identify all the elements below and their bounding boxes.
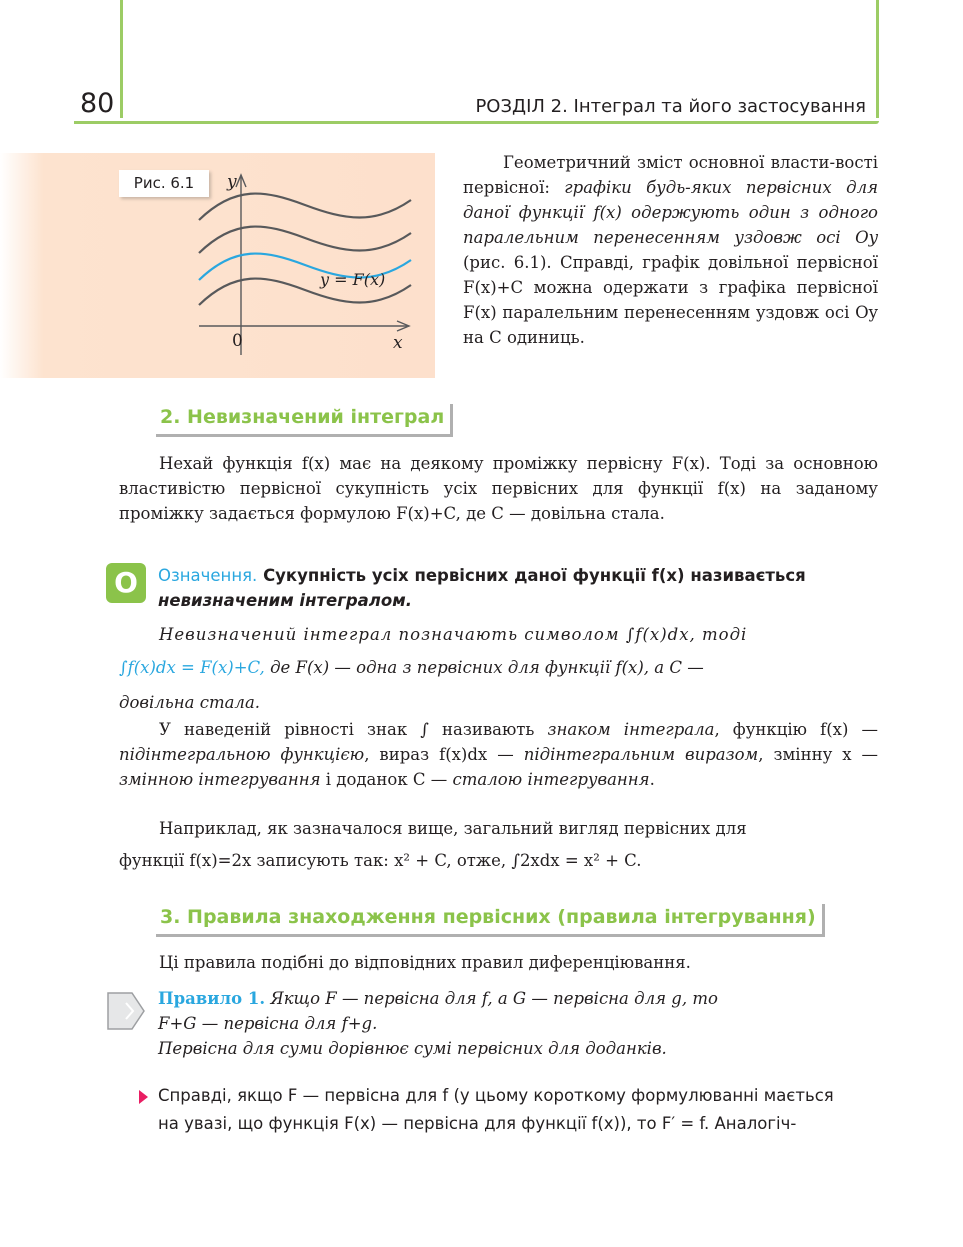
curve-label: y = F(x)	[320, 270, 386, 289]
intro-text-a: Геометричний зміст основної власти-вості первісної:	[463, 153, 878, 197]
terms-k: .	[649, 770, 655, 789]
definition-icon	[106, 563, 146, 603]
proof-line-2: на увазі, що функція F(x) — первісна для функції f(x)), то F′ = f. Аналогіч-	[158, 1114, 797, 1133]
rule-1-title: Правило 1.	[158, 989, 266, 1008]
definition-icon-letter: О	[114, 566, 138, 599]
intro-paragraph	[463, 150, 878, 350]
figure-graph	[185, 165, 425, 365]
terms-a: У наведеній рівності знак ∫ називають	[159, 720, 535, 739]
frame-left-line	[120, 0, 123, 118]
terms-g: , змінну x —	[758, 745, 879, 764]
example-line-1: Наприклад, як зазначалося вище, загальний вигляд первісних для	[159, 819, 747, 838]
rule-1-condition: Якщо F — первісна для f, а G — первісна для g, то	[270, 989, 718, 1008]
notation-line-2	[119, 655, 878, 680]
frame-bottom-line	[74, 121, 879, 124]
page-number: 80	[80, 88, 115, 119]
section-3-paragraph: Ці правила подібні до відповідних правил диференціювання.	[159, 953, 691, 972]
rule-1-text	[158, 986, 878, 1061]
integral-formula: ∫f(x)dx = F(x)+C,	[119, 658, 265, 677]
terms-i: і доданок C —	[325, 770, 448, 789]
notation-line-3: довільна стала.	[119, 693, 261, 712]
term-integral-sign: знаком інтеграла	[547, 720, 715, 739]
terms-paragraph	[119, 717, 878, 792]
frame-right-line	[876, 0, 879, 118]
x-axis-label: x	[393, 333, 403, 353]
proof-line-1: Справді, якщо F — первісна для f (у цьому короткому формулюванні мається	[158, 1086, 834, 1105]
notation-line-1: Невизначений інтеграл позначають символом ∫f(x)dx, тоді	[159, 625, 748, 644]
term-variable: змінною інтегрування	[119, 770, 321, 789]
definition-body: Сукупність усіх первісних даної функції f(x) називається	[263, 566, 806, 585]
term-integrand-expression: підінтегральним виразом	[523, 745, 759, 764]
term-constant: сталою інтегрування	[452, 770, 650, 789]
proof-marker-icon	[139, 1090, 148, 1104]
example-line-2: функції f(x)=2x записують так: x² + C, отже, ∫2xdx = x² + C.	[119, 851, 642, 870]
section-3-heading: 3. Правила знаходження первісних (правила інтегрування)	[156, 904, 825, 937]
definition-term: невизначеним інтегралом.	[158, 591, 412, 610]
terms-c: , функцію f(x) —	[714, 720, 878, 739]
notation-line-2-rest: де F(x) — одна з первісних для функції f(x), а C —	[270, 658, 704, 677]
definition-label: Означення.	[158, 566, 258, 585]
section-2-paragraph: Нехай функція f(x) має на деякому проміжку первісну F(x). Тоді за основною властивістю первісної сукупність усіх первісних для функції f(x) на заданому проміжку задається формулою F(x)+C, де C — довільна стала.	[119, 454, 878, 523]
intro-text-italic: графіки будь-яких первісних для даної функції f(x) одержують один з одного паралельним перенесенням уздовж осі Oy	[463, 178, 878, 247]
definition-text	[158, 563, 878, 613]
rule-1-line-3: Первісна для суми дорівнює сумі первісних для доданків.	[158, 1039, 667, 1058]
antiderivative-curve-2	[199, 227, 411, 253]
intro-text-rest: (рис. 6.1). Справді, графік довільної первісної F(x)+C можна одержати з графіка первісної F(x) паралельним перенесенням уздовж осі Oy на C одиниць.	[463, 253, 878, 347]
origin-label: 0	[232, 331, 243, 351]
terms-e: , вираз f(x)dx —	[364, 745, 514, 764]
rule-icon	[106, 991, 146, 1031]
proof-text	[158, 1082, 878, 1138]
antiderivative-curve-1	[199, 194, 411, 220]
running-title: РОЗДІЛ 2. Інтеграл та його застосування	[475, 96, 866, 117]
figure-label: Рис. 6.1	[119, 170, 209, 197]
section-2-heading: 2. Невизначений інтеграл	[156, 404, 453, 437]
rule-1-line-2: F+G — первісна для f+g.	[158, 1014, 378, 1033]
term-integrand: підінтегральною функцією	[119, 745, 365, 764]
rule-1-line-1	[158, 986, 878, 1011]
y-axis-label: y	[227, 172, 237, 192]
